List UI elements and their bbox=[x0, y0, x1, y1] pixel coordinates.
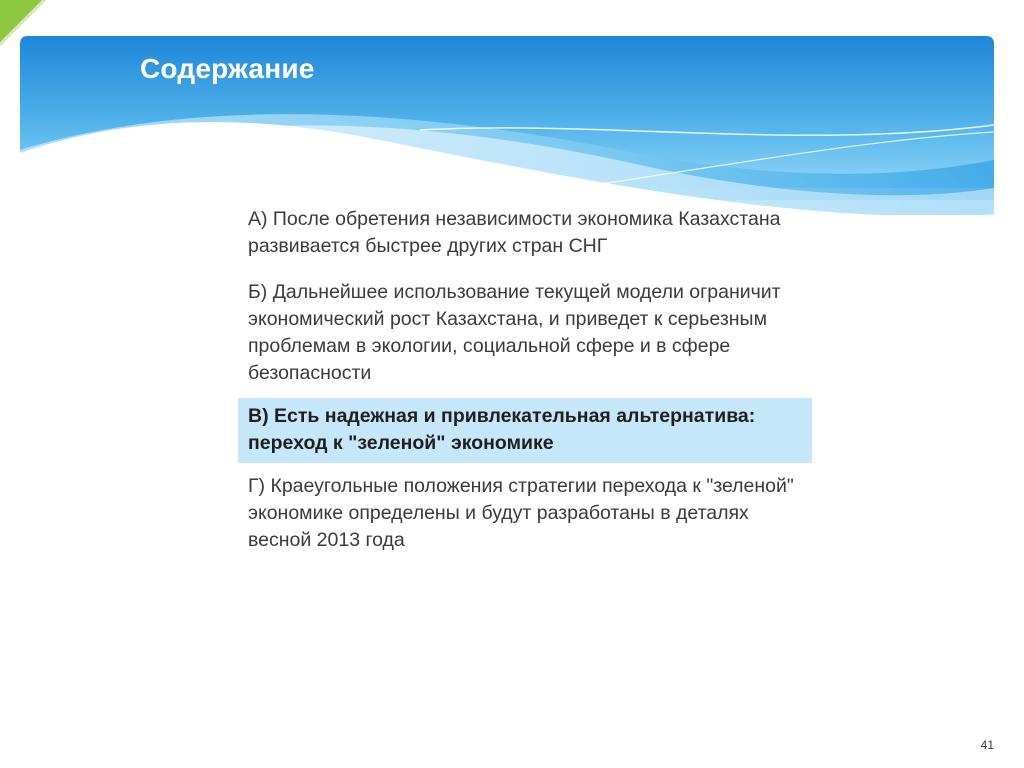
list-item-d: Г) Краеугольные положения стратегии перехода к "зеленой" экономике определены и будут разработаны в деталях весной 2013 года bbox=[248, 475, 794, 551]
page-number: 41 bbox=[980, 738, 994, 752]
header-banner bbox=[0, 0, 1024, 230]
list-item-c-highlighted: В) Есть надежная и привлекательная альтернатива: переход к "зеленой" экономике bbox=[238, 398, 812, 463]
list-item-a: А) После обретения независимости экономика Казахстана развивается быстрее других стран СНГ bbox=[248, 208, 781, 257]
content-list bbox=[238, 206, 812, 554]
list-item-b: Б) Дальнейшее использование текущей модели ограничит экономический рост Казахстана, и приведет к серьезным проблемам в экологии, социальной сфере и в сфере безопасности bbox=[248, 281, 781, 384]
slide-title: Содержание bbox=[140, 53, 315, 84]
